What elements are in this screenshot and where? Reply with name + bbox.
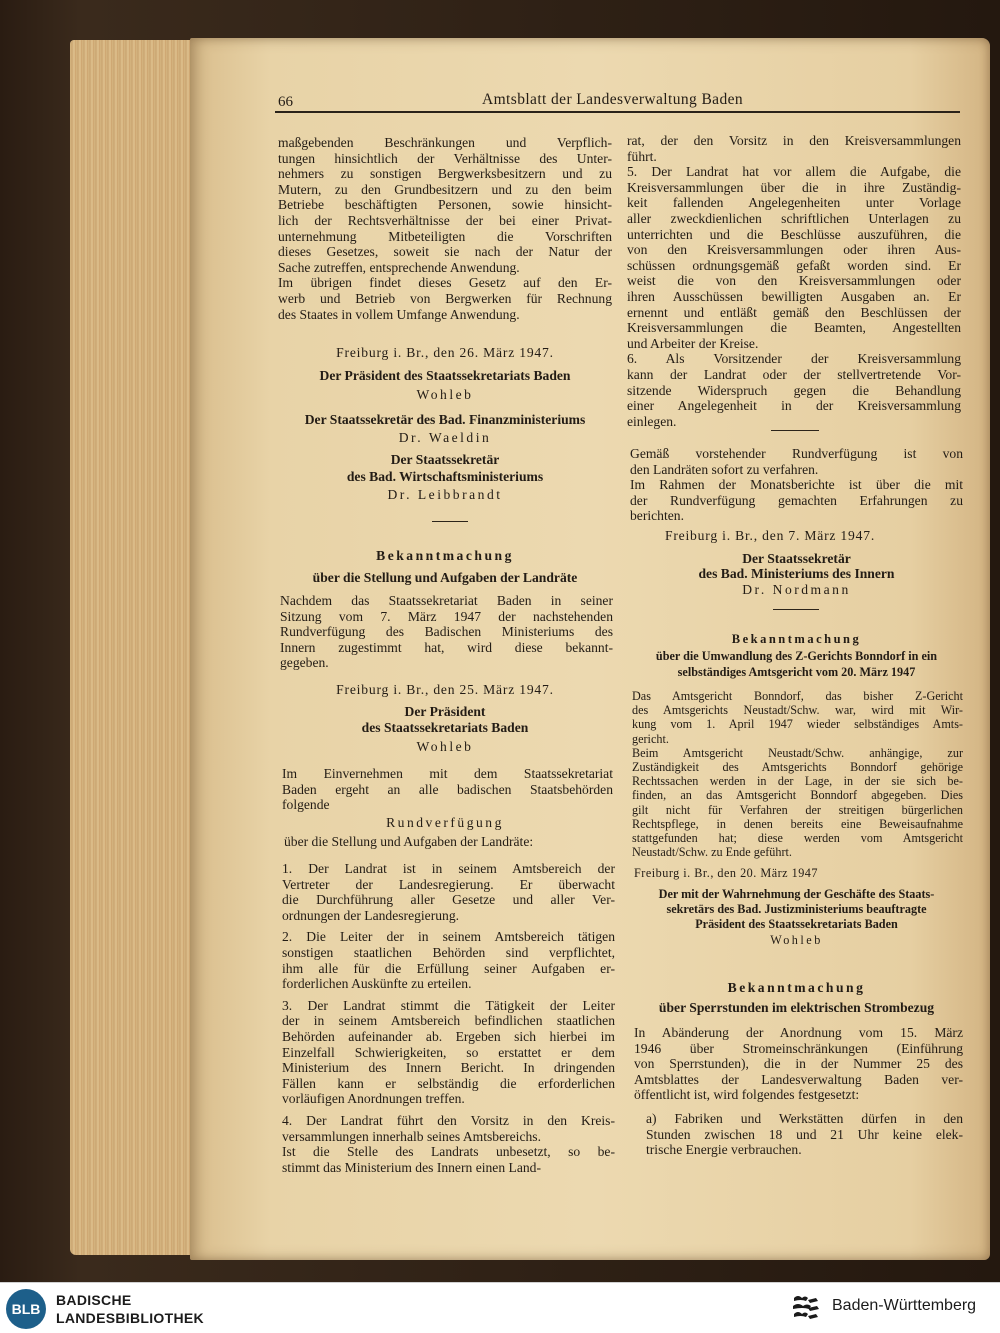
signature-3-title-a: Der Staatssekretär <box>390 452 500 467</box>
text-line: einer Angelegenheit in der Kreisversammlung <box>627 398 961 414</box>
page-header-title: Amtsblatt der Landesverwaltung Baden <box>482 91 744 108</box>
state-name: Baden-Württemberg <box>832 1297 977 1314</box>
text-line: Baden ergeht an alle badischen Staatsbehörden <box>282 781 613 797</box>
text-line: der Rundverfügung gemachten Erfahrungen zu <box>630 492 963 508</box>
text-line: gilt nicht für Verfahren der streitigen bürgerlichen <box>632 802 963 817</box>
text-line: Sitzung vom 7. März 1947 der nachstehenden <box>280 608 613 624</box>
notice-1-heading: Bekanntmachung <box>376 548 514 563</box>
text-line: 4. Der Landrat führt den Vorsitz in den Kreis- <box>282 1112 615 1128</box>
signature-1-title: Der Präsident des Staatssekretariats Baden <box>319 368 571 383</box>
signature-6-line-c: Präsident des Staatssekretariats Baden <box>695 917 898 931</box>
header-rule <box>275 111 960 113</box>
text-line: berichten. <box>630 508 684 524</box>
text-line: ordnungen der Landesregierung. <box>282 907 460 923</box>
text-line: schüssen ordnungsgemäß gefaßt worden sind. Er <box>627 257 961 273</box>
text-line: kung vom 1. April 1947 wieder selbständiges Amts- <box>632 717 963 732</box>
text-line: Kreisversammlungen über die in ihre Zuständig- <box>627 179 961 195</box>
library-name-line-1: BADISCHE <box>56 1292 132 1308</box>
text-line: 3. Der Landrat stimmt die Tätigkeit der Leiter <box>282 997 615 1013</box>
signature-6-line-b: sekretärs des Bad. Justizministeriums beauftragte <box>666 902 927 916</box>
text-line: führt. <box>627 148 657 164</box>
text-line: Behörden aufeinander ab. Ergeben sich hierbei im <box>282 1028 615 1044</box>
points-paragraph <box>282 861 615 1175</box>
text-line: folgende <box>282 797 330 813</box>
text-line: Sache zutreffen, entsprechende Anwendung. <box>278 259 520 275</box>
text-line: Fällen kann er selbständig die erforderlichen <box>282 1075 615 1091</box>
text-line: Rechtssachen werden in der Lage, in der sie sich be- <box>632 774 963 789</box>
book-page-edges <box>70 40 210 1255</box>
text-line: 5. Der Landrat hat vor allem die Aufgabe, die <box>627 164 961 180</box>
text-line: versammlungen innerhalb seines Amtsbereichs. <box>282 1128 541 1144</box>
text-line: Kreisversammlungen die Beamten, Angestellten <box>627 320 961 336</box>
library-name-line-2: LANDESBIBLIOTHEK <box>56 1310 204 1326</box>
text-line: trische Energie verbrauchen. <box>646 1142 802 1158</box>
dateline-3: Freiburg i. Br., den 7. März 1947. <box>664 528 876 543</box>
notice-1-subject: über die Stellung und Aufgaben der Landräte <box>312 570 578 585</box>
text-line: Mutern, zu den Grundbesitzern und zu den beim <box>278 181 612 197</box>
text-line: von Sperrstunden), die in der Nummer 25 des <box>634 1056 963 1072</box>
text-line: Nachdem das Staatssekretariat Baden in seiner <box>280 593 613 608</box>
text-line: finden, an das Amtsgericht Bonndorf abgegeben. Dies <box>632 788 963 803</box>
text-line: der in seinem Amtsbereich befindlichen staatlichen <box>282 1013 615 1029</box>
text-line: stimmt das Ministerium des Innern einen Land- <box>282 1159 541 1175</box>
rundverfuegung-subject: über die Stellung und Aufgaben der Landräte: <box>284 834 534 849</box>
text-line: Ministerium des Innern Bericht. In dringenden <box>282 1060 615 1076</box>
notice-2-paragraph <box>632 689 963 859</box>
signature-6-line-a: Der mit der Wahrnehmung der Geschäfte des Staats- <box>658 887 935 901</box>
text-line: ernennt und entläßt gemäß den Beschlüssen der <box>627 304 961 320</box>
text-line: sonstigen staatlichen Behörden sind verpflichtet, <box>282 944 615 960</box>
text-line: rat, der den Vorsitz in den Kreisversammlungen <box>627 133 961 148</box>
text-line: a) Fabriken und Werkstätten dürfen in den <box>646 1111 963 1126</box>
text-line: werb und Betrieb von Bergwerken für Rechnung <box>278 290 612 306</box>
signature-1-name: Wohleb <box>416 387 474 402</box>
dateline-4: Freiburg i. Br., den 20. März 1947 <box>634 866 818 880</box>
right-top-paragraph <box>627 133 961 429</box>
text-line: kann der Landrat oder der stellvertretende Vor- <box>627 366 961 382</box>
text-line: Ist die Stelle des Landrats unbesetzt, so be- <box>282 1144 615 1160</box>
text-line: Innern zugestimmt hat, wird diese bekannt- <box>280 639 613 655</box>
signature-4-title-b: des Staatssekretariats Baden <box>361 720 529 735</box>
text-line: Das Amtsgericht Bonndorf, das bisher Z-Gericht <box>632 689 963 703</box>
notice-2-subject-b: selbständiges Amtsgericht vom 20. März 1947 <box>677 665 916 679</box>
text-line: Amtsblattes der Landesverwaltung Baden ver- <box>634 1071 963 1087</box>
rundverfuegung-heading: Rundverfügung <box>386 815 504 830</box>
text-line: ihren Ausschüssen bewilligten Ausgaben an. Er <box>627 288 961 304</box>
text-line: Neustadt/Schw. zu Ende geführt. <box>632 845 792 860</box>
notice-3-heading: Bekanntmachung <box>727 980 866 995</box>
notice-2-subject-a: über die Umwandlung des Z-Gerichts Bonndorf in ein <box>655 649 938 663</box>
text-line: unternehmung Mitbeteiligten die Vorschriften <box>278 228 612 244</box>
text-line: einlegen. <box>627 413 677 429</box>
signature-3-name: Dr. Leibbrandt <box>387 487 503 502</box>
text-line: Stunden zwischen 18 und 21 Uhr keine elek- <box>646 1126 963 1142</box>
left-intro-paragraph <box>278 135 612 322</box>
text-line: gegeben. <box>280 655 329 671</box>
text-line: Einzelfall Schwierigkeiten, so erstattet er dem <box>282 1044 615 1060</box>
text-line: aller zweckdienlichen schriftlichen Unterlagen zu <box>627 210 961 226</box>
signature-5-title-b: des Bad. Ministeriums des Innern <box>698 566 895 581</box>
section-divider-2 <box>771 430 819 431</box>
text-line: des Staates in vollem Umfange Anwendung. <box>278 306 520 322</box>
text-line: 2. Die Leiter der in seinem Amtsbereich tätigen <box>282 929 615 945</box>
blb-logo[interactable]: BLB <box>6 1289 46 1329</box>
text-line: weist die von den Kreisversammlungen oder <box>627 273 961 289</box>
text-line: 6. Als Vorsitzender der Kreisversammlung <box>627 351 961 367</box>
notice-1-paragraph <box>280 593 613 671</box>
text-line: gericht. <box>632 731 669 746</box>
signature-2-title: Der Staatssekretär des Bad. Finanzministeriums <box>304 412 586 427</box>
text-line: und Arbeiter der Kreise. <box>627 335 759 351</box>
text-line: Betriebe beschäftigten Personen, sowie hinsicht- <box>278 197 612 213</box>
signature-5-title-a: Der Staatssekretär <box>742 551 851 566</box>
text-line: von den Kreisversammlungen oder ihren Aus- <box>627 242 961 258</box>
page-number: 66 <box>278 94 293 110</box>
text-line: tungen hinsichtlich der Verhältnisse des Unter- <box>278 150 612 166</box>
dateline-2: Freiburg i. Br., den 25. März 1947. <box>336 682 554 697</box>
text-line: keit fallenden Angelegenheiten unter Vorlage <box>627 195 961 211</box>
text-line: vorläufigen Anordnungen treffen. <box>282 1091 465 1107</box>
text-line: nehmers zu sonstigen Bergwerksbesitzern und zu <box>278 166 612 182</box>
text-line: stattgefunden hat; diese werden vom Amtsgericht <box>632 830 963 845</box>
text-line: forderlichen Auskünfte zu erteilen. <box>282 976 472 992</box>
signature-2-name: Dr. Waeldin <box>398 430 492 445</box>
text-line: Gemäß vorstehender Rundverfügung ist von <box>630 446 963 461</box>
text-line: Rundverfügung des Badischen Ministeriums des <box>280 624 613 640</box>
signature-4-title-a: Der Präsident <box>404 704 486 719</box>
text-line: Im Einvernehmen mit dem Staatssekretariat <box>282 766 613 781</box>
footer-bar <box>0 1282 1000 1333</box>
text-line: sitzende Widerspruch gegen die Behandlung <box>627 382 961 398</box>
text-line: unterrichten und die Beschlüsse auszuführen, die <box>627 226 961 242</box>
text-line: des Amtsgerichts Neustadt/Schw. war, wird mit Wir- <box>632 703 963 718</box>
section-divider-1 <box>432 521 468 522</box>
dateline-1: Freiburg i. Br., den 26. März 1947. <box>336 345 554 360</box>
text-line: öffentlicht ist, wird folgendes festgesetzt: <box>634 1087 860 1103</box>
notice-3-paragraph <box>634 1025 963 1103</box>
text-line: den Landräten sofort zu verfahren. <box>630 461 819 477</box>
text-line: lich der Rechtsverhältnisse der bei einer Privat- <box>278 212 612 228</box>
text-line: Rechtspflege, in denen bereits eine Beweisaufnahme <box>632 816 963 831</box>
text-line: dieses Gesetzes, soweit sie nach der Natur der <box>278 244 612 260</box>
text-line: ihm alle für die Erfüllung seiner Aufgaben er- <box>282 960 615 976</box>
text-line: die Durchführung aller Gesetze und aller Ver- <box>282 892 615 908</box>
text-line: Beim Amtsgericht Neustadt/Schw. anhängige, zur <box>632 745 963 760</box>
section-divider-3 <box>773 609 819 610</box>
signature-5-name: Dr. Nordmann <box>742 582 851 597</box>
signature-4-name: Wohleb <box>416 739 474 754</box>
text-line: Im übrigen findet dieses Gesetz auf den Er- <box>278 275 612 291</box>
text-line: Zuständigkeit des Amtsgerichts Bonndorf gehörige <box>632 759 963 774</box>
notice-3-item-a <box>646 1111 963 1158</box>
signature-3-title-b: des Bad. Wirtschaftsministeriums <box>346 469 544 484</box>
signature-6-name: Wohleb <box>770 933 823 947</box>
notice-3-subject: über Sperrstunden im elektrischen Strombezug <box>658 1000 935 1015</box>
text-line: In Abänderung der Anordnung vom 15. März <box>634 1025 963 1040</box>
follow-paragraph <box>630 446 963 524</box>
text-line: Vertreter der Landesregierung. Er überwacht <box>282 876 615 892</box>
agreement-paragraph <box>282 766 613 813</box>
notice-2-heading: Bekanntmachung <box>731 632 862 646</box>
text-line: 1. Der Landrat ist in seinem Amtsbereich der <box>282 861 615 876</box>
text-line: 1946 über Stromeinschränkungen (Einführung <box>634 1040 963 1056</box>
text-line: maßgebenden Beschränkungen und Verpflich- <box>278 135 612 150</box>
text-line: Im Rahmen der Monatsberichte ist über die mit <box>630 477 963 493</box>
baden-wuerttemberg-lions-icon <box>790 1292 822 1324</box>
